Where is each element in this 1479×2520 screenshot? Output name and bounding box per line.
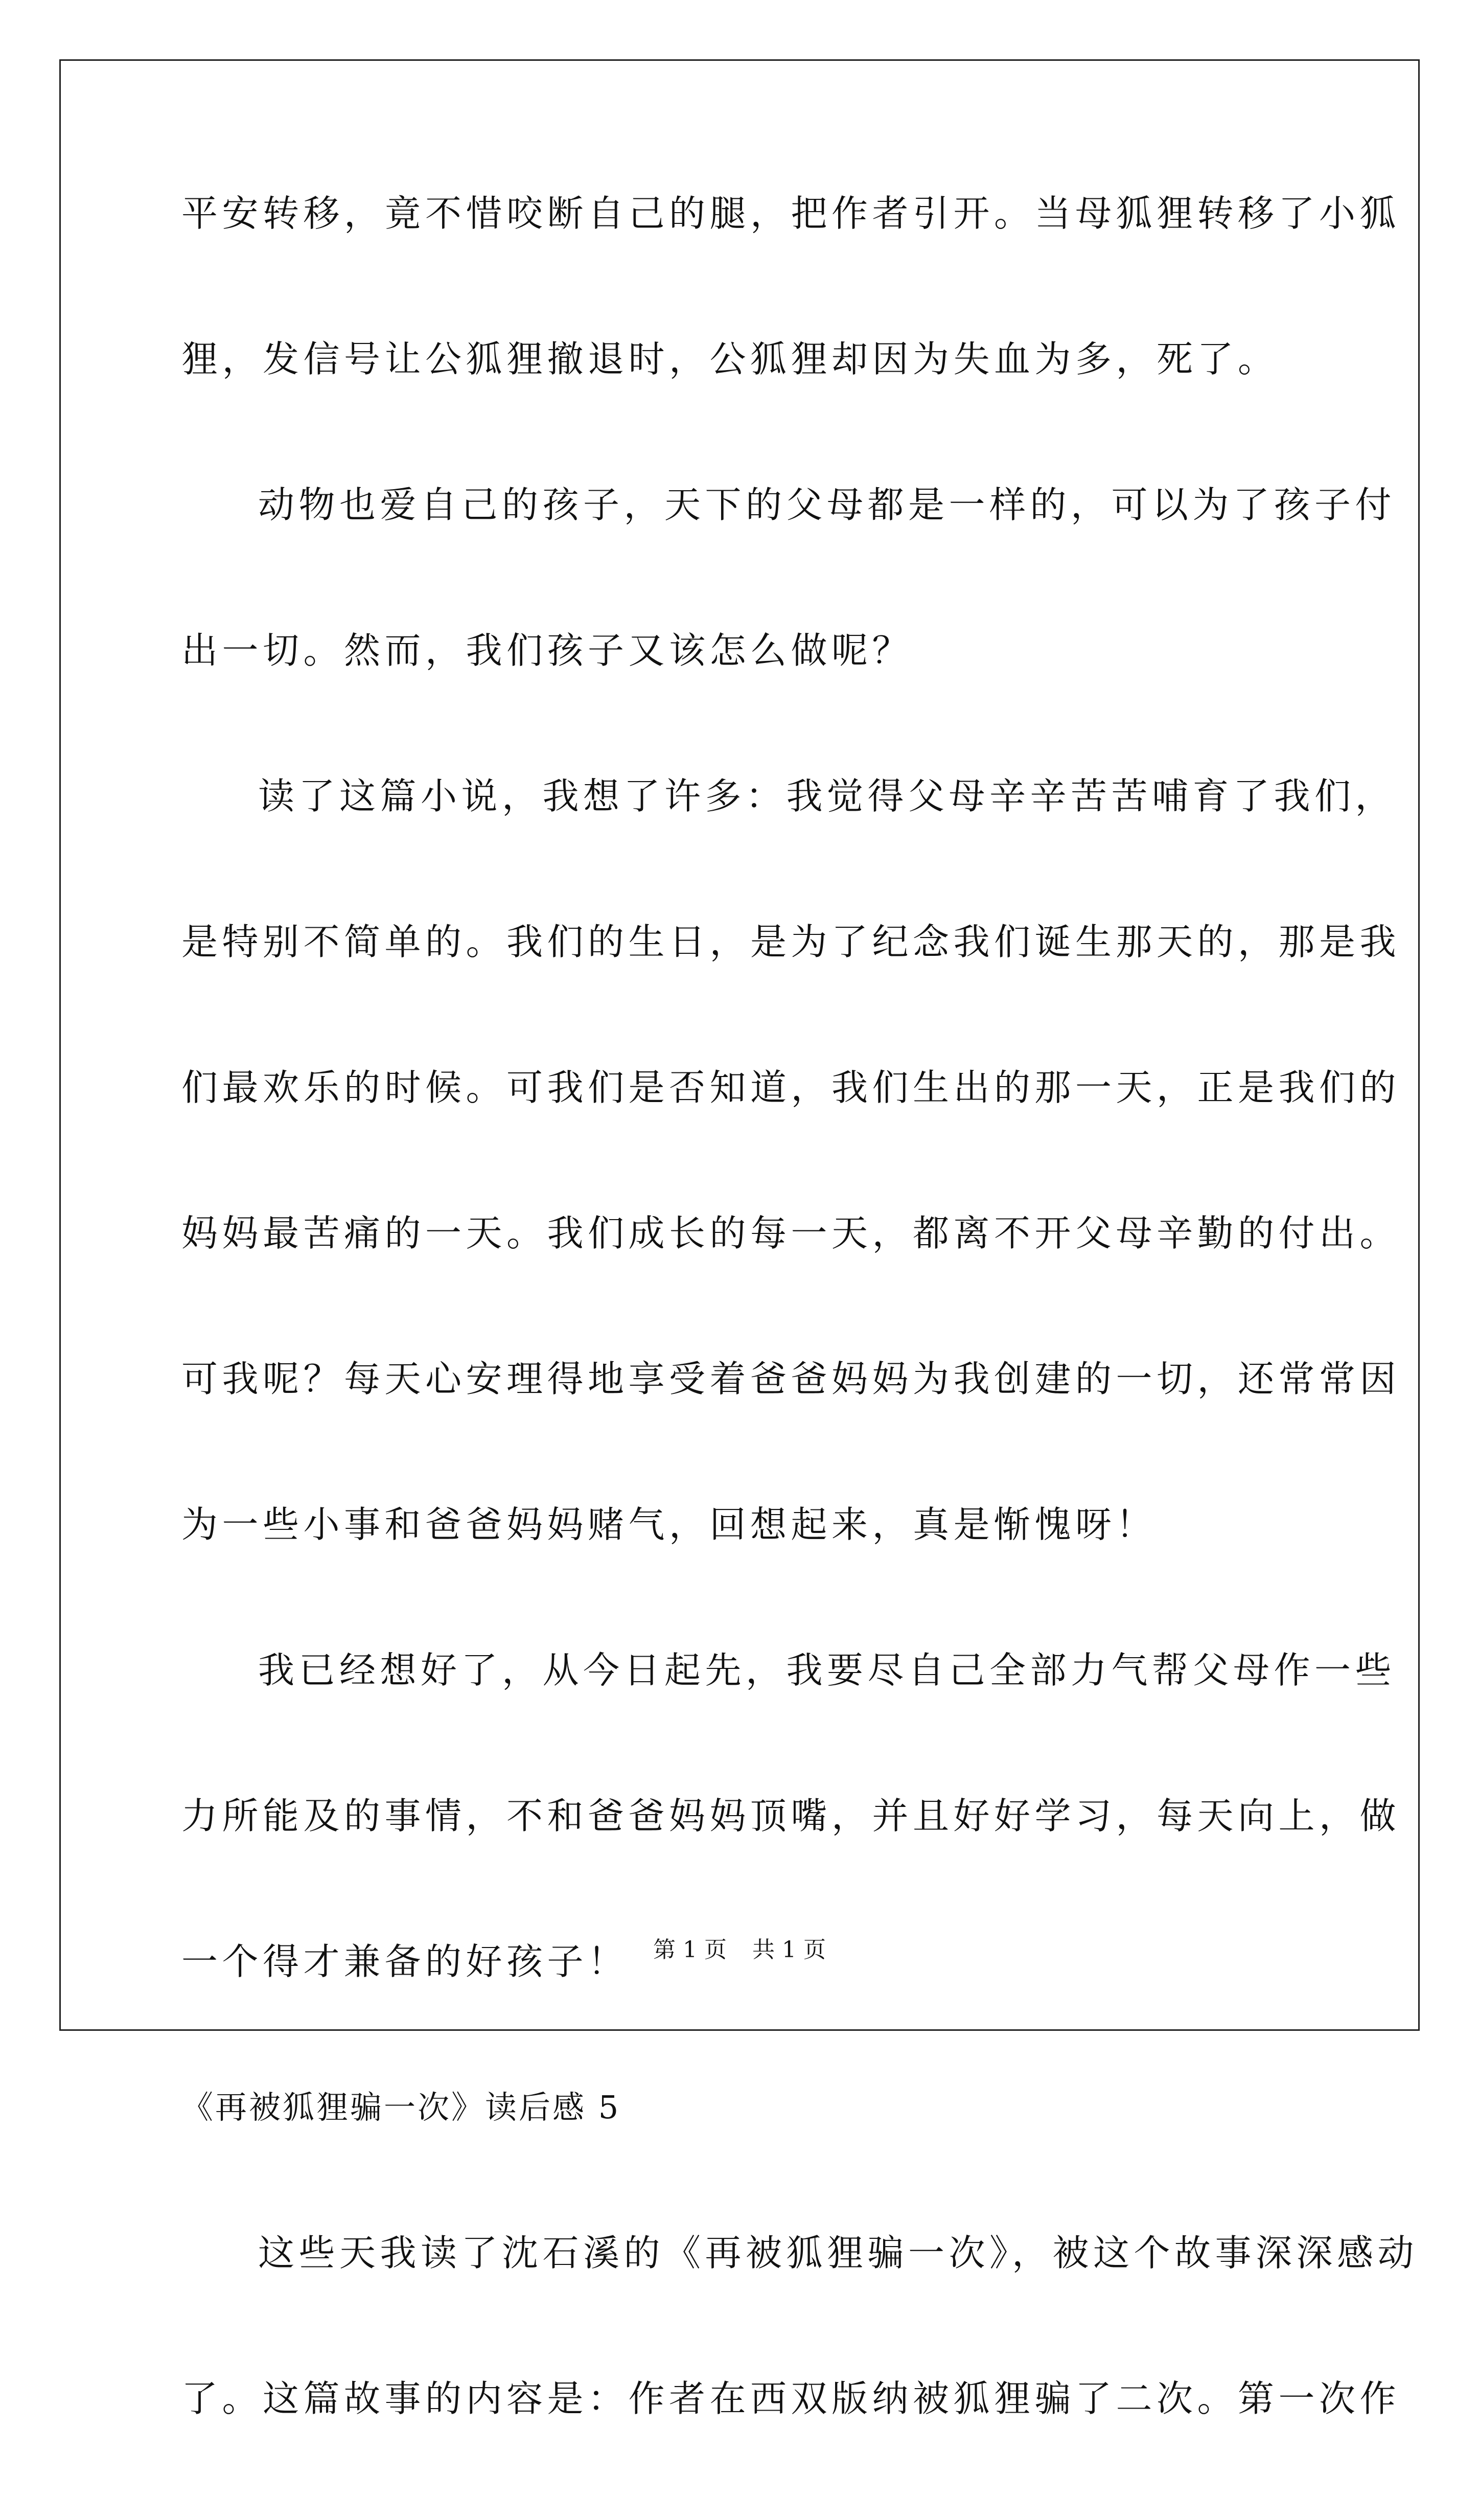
text-line: 读了这篇小说，我想了许多：我觉得父母辛辛苦苦哺育了我们， [258, 775, 1396, 817]
text-line: 可我呢？每天心安理得地享受着爸爸妈妈为我创建的一切，还常常因 [181, 1358, 1401, 1400]
document-body [181, 189, 1419, 2520]
text-line: 们最欢乐的时候。可我们是否知道，我们生出的那一天，正是我们的 [181, 1066, 1401, 1109]
text-line: 这些天我读了沈石溪的《再被狐狸骗一次》，被这个故事深深感动 [258, 2232, 1419, 2274]
section-heading: 《再被狐狸骗一次》读后感 5 [181, 2089, 621, 2126]
text-line: 出一切。然而，我们孩子又该怎么做呢？ [181, 629, 913, 672]
paragraph-3 [181, 772, 1401, 1549]
text-line: 了。这篇故事的内容是：作者在西双版纳被狐狸骗了二次。第一次作 [181, 2377, 1401, 2420]
text-line: 力所能及的事情，不和爸爸妈妈顶嘴，并且好好学习，每天向上，做 [181, 1795, 1401, 1837]
text-line: 是特别不简单的。我们的生日，是为了纪念我们诞生那天的，那是我 [181, 921, 1401, 963]
text-line: 动物也爱自己的孩子，天下的父母都是一样的，可以为了孩子付 [258, 484, 1396, 526]
paragraph-2 [181, 480, 1396, 675]
page-footer [0, 1935, 1479, 1965]
paragraph-5 [181, 2229, 1419, 2423]
text-line: 一个得才兼备的好孩子！ [181, 1940, 629, 1983]
text-line: 平安转移，竟不惜咬断自己的腿，把作者引开。当母狐狸转移了小狐 [181, 192, 1401, 235]
page-number: 第 1 页 [653, 1937, 727, 1963]
text-line: 狸，发信号让公狐狸撤退时，公狐狸却因为失血为多，死了。 [181, 338, 1279, 380]
text-line: 我已经想好了，从今日起先，我要尽自己全部力气帮父母作一些 [258, 1649, 1396, 1691]
text-line: 为一些小事和爸爸妈妈赌气，回想起来，真是惭愧呀！ [181, 1503, 1157, 1546]
page-total: 共 1 页 [752, 1937, 826, 1963]
paragraph-1 [181, 189, 1401, 384]
text-line: 妈妈最苦痛的一天。我们成长的每一天，都离不开父母辛勤的付出。 [181, 1212, 1401, 1254]
